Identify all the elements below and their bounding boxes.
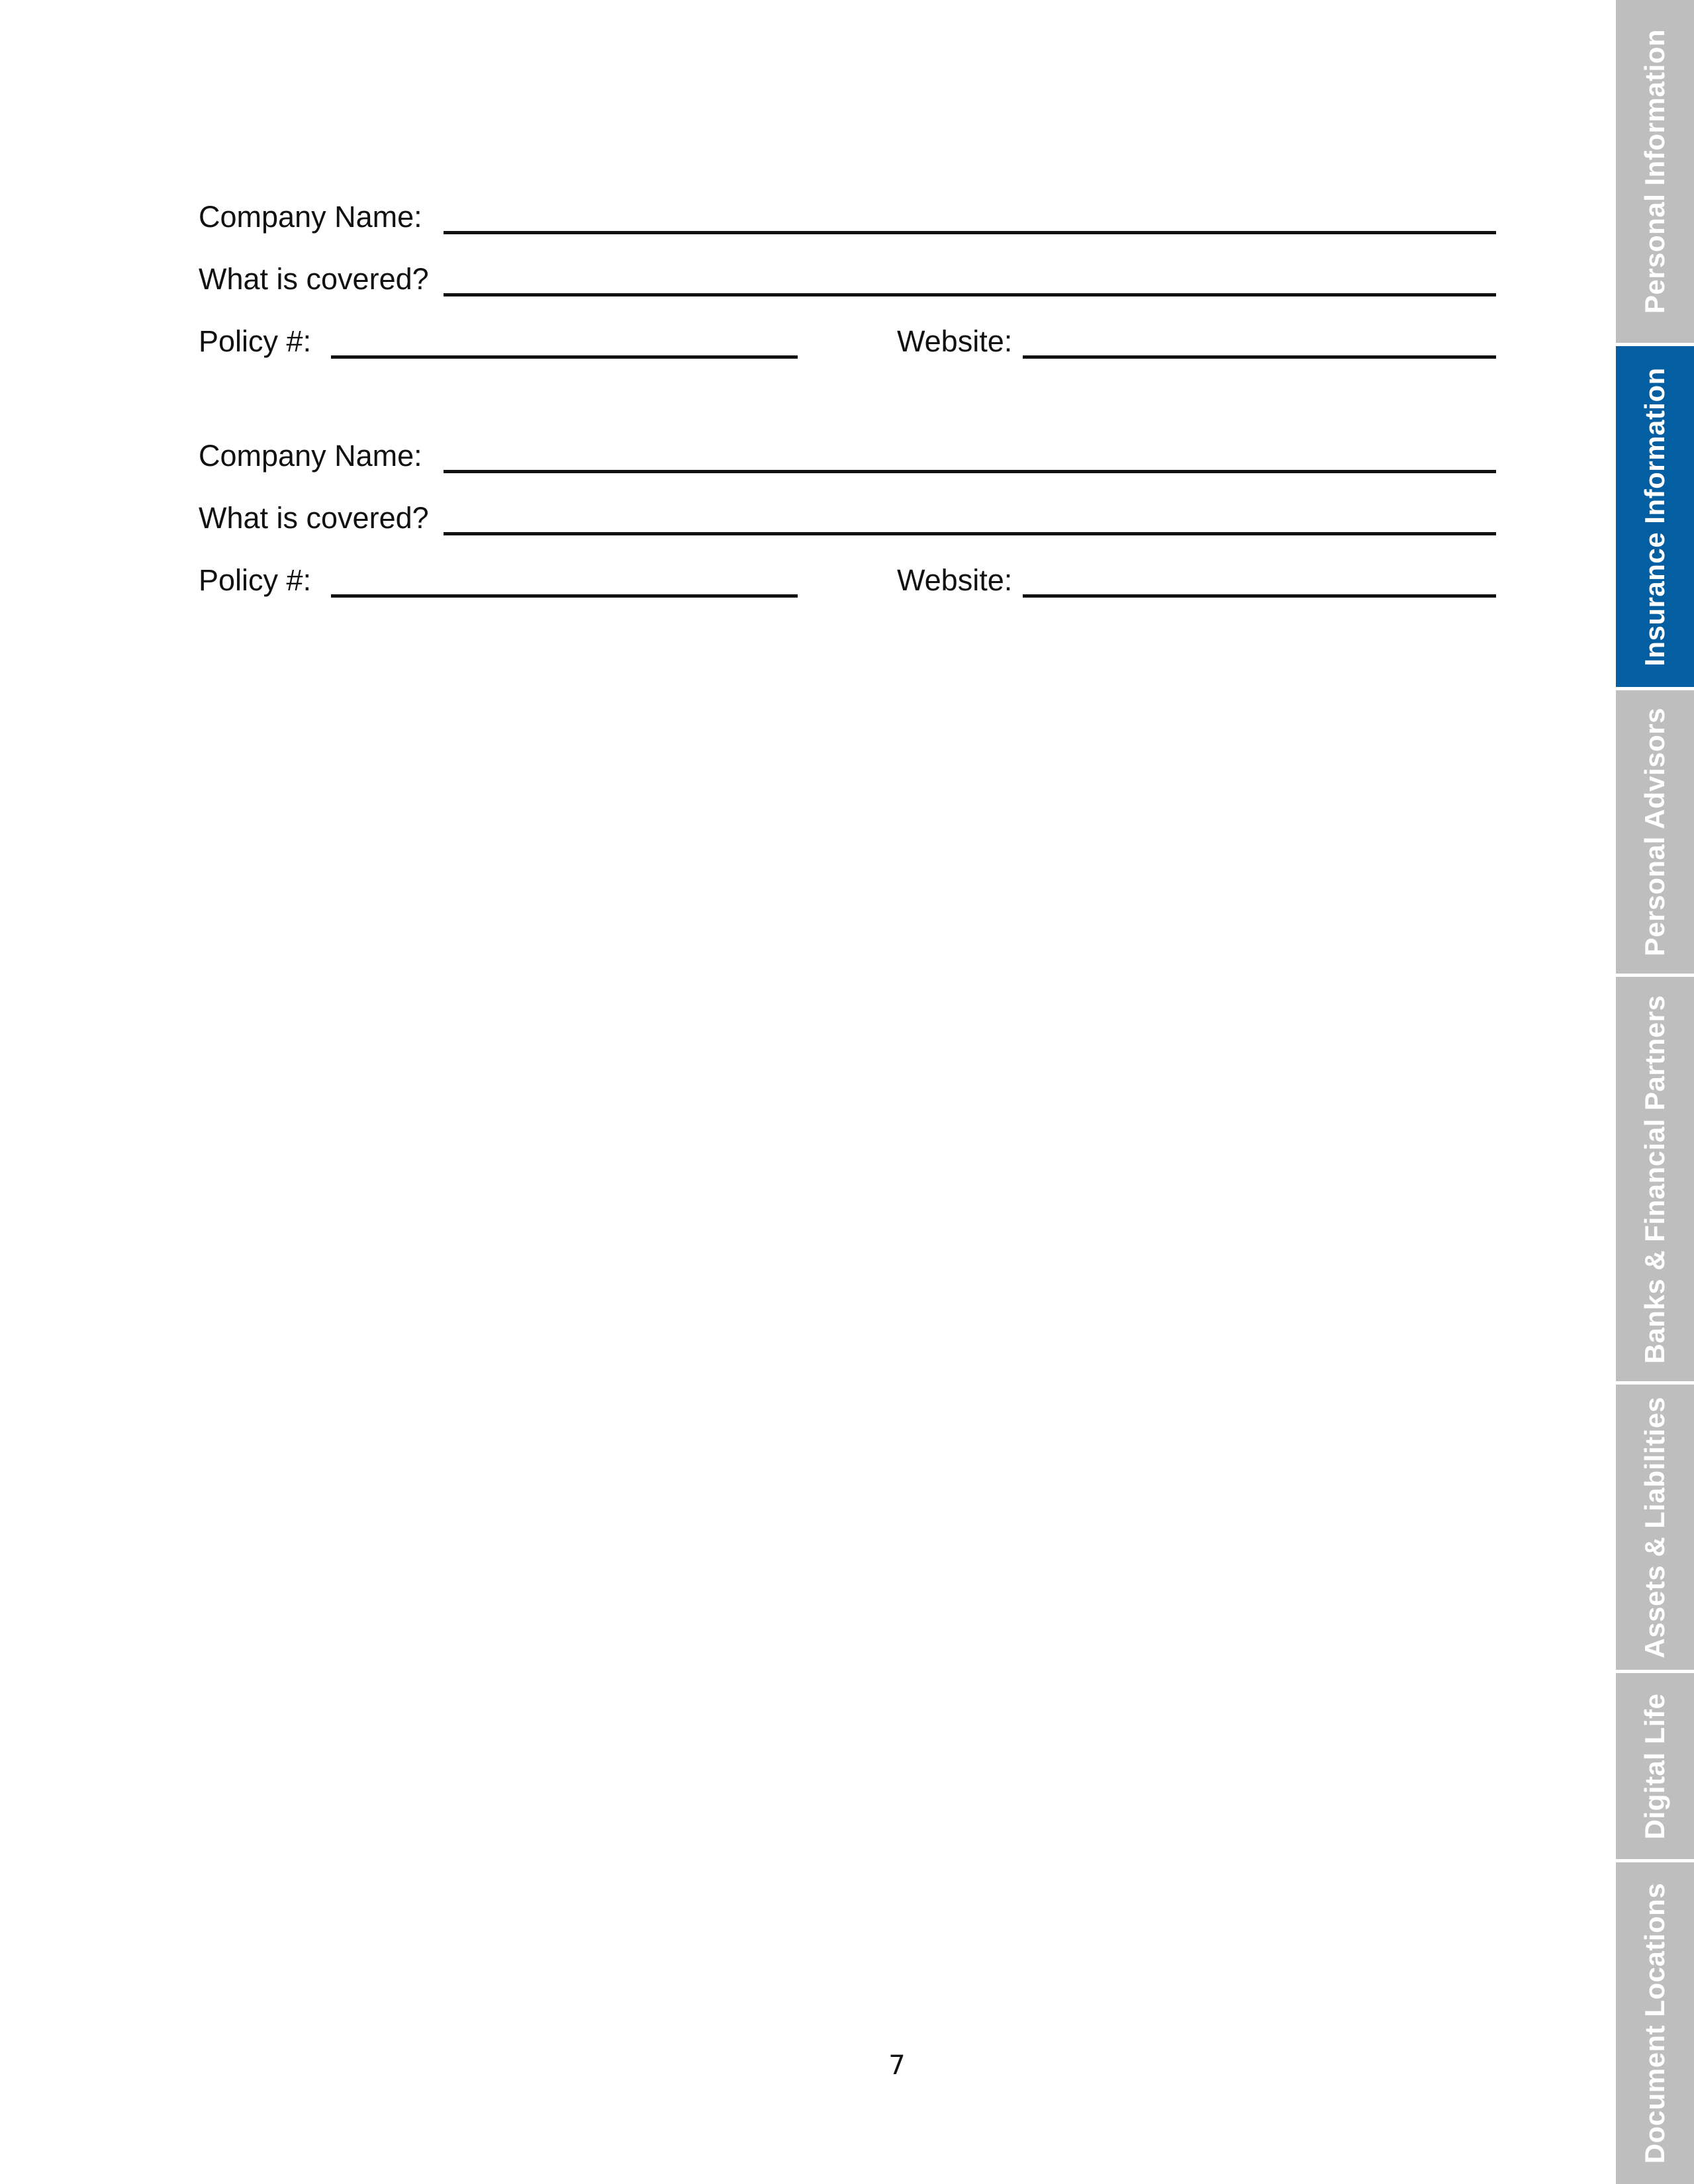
company-name-label: Company Name: xyxy=(199,200,422,234)
policy-number-field[interactable] xyxy=(331,594,798,598)
policy-number-label: Policy #: xyxy=(199,324,312,358)
coverage-row xyxy=(199,234,1496,296)
policy-number-field[interactable] xyxy=(331,355,798,359)
policy-number-label: Policy #: xyxy=(199,563,312,597)
tab-label: Banks & Financial Partners xyxy=(1639,995,1670,1363)
tab-digital-life[interactable] xyxy=(1616,1670,1694,1859)
tab-label: Digital Life xyxy=(1639,1693,1670,1839)
tab-label: Assets & Liabilities xyxy=(1639,1396,1670,1659)
coverage-label: What is covered? xyxy=(199,262,429,296)
page-number: 7 xyxy=(888,2050,906,2081)
company-name-row xyxy=(199,172,1496,234)
tab-personal-information[interactable] xyxy=(1616,0,1694,343)
section-tabs xyxy=(1616,0,1694,2184)
website-label: Website: xyxy=(897,324,1013,358)
policy-website-row xyxy=(199,535,1496,598)
tab-assets-liabilities[interactable] xyxy=(1616,1381,1694,1670)
coverage-label: What is covered? xyxy=(199,501,429,535)
tab-document-locations[interactable] xyxy=(1616,1859,1694,2184)
tab-label: Document Locations xyxy=(1639,1882,1670,2164)
company-name-row xyxy=(199,411,1496,473)
policy-website-row xyxy=(199,296,1496,359)
coverage-row xyxy=(199,473,1496,535)
tab-label: Personal Advisors xyxy=(1639,707,1670,956)
tab-insurance-information[interactable] xyxy=(1616,343,1694,687)
tab-label: Insurance Information xyxy=(1639,367,1670,666)
insurance-entry-1 xyxy=(199,172,1496,359)
tab-banks-financial-partners[interactable] xyxy=(1616,974,1694,1381)
company-name-label: Company Name: xyxy=(199,439,422,473)
insurance-entry-2 xyxy=(199,411,1496,598)
website-field[interactable] xyxy=(1023,594,1496,598)
website-field[interactable] xyxy=(1023,355,1496,359)
tab-label: Personal Information xyxy=(1639,28,1670,314)
website-label: Website: xyxy=(897,563,1013,597)
tab-personal-advisors[interactable] xyxy=(1616,687,1694,974)
